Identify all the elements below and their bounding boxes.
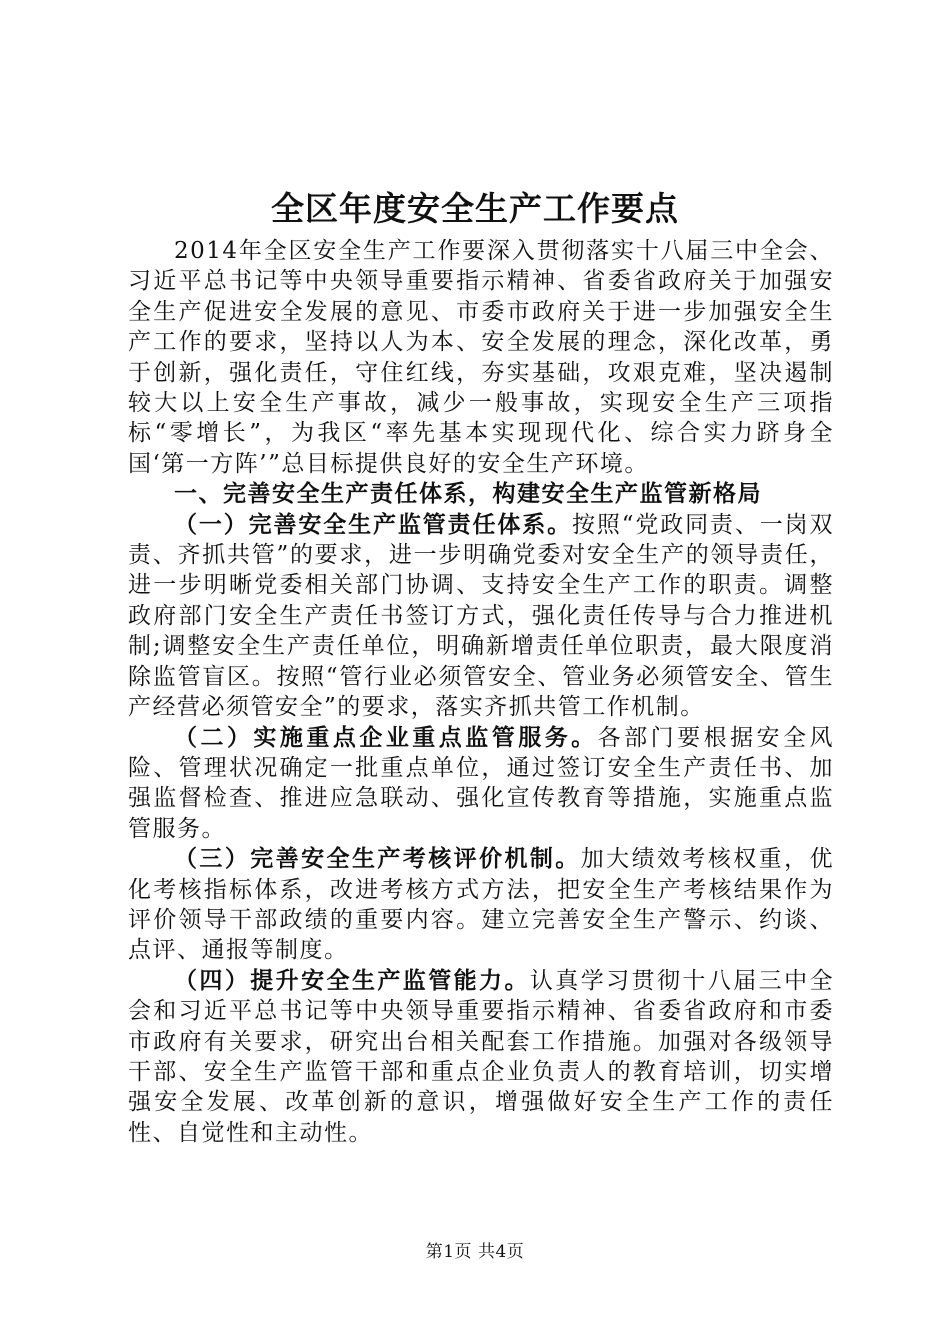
item-heading: （四）提升安全生产监管能力。 (174, 966, 530, 994)
item-heading: （三）完善安全生产考核评价机制。 (174, 845, 581, 873)
item-paragraph (128, 844, 834, 966)
page-number-footer: 第1页 共4页 (425, 1242, 525, 1262)
item-paragraph (128, 510, 834, 723)
item-text: 认真学习贯彻十八届三中全会和习近平总书记等中央领导重要指示精神、省委省政府和市委市政府有关要求，研究出台相关配套工作措施。加强对各级领导干部、安全生产监管干部和重点企业负责人的教育培训，切实增强安全发展、改革创新的意识，增强做好安全生产工作的责任性、自觉性和主动性。 (128, 967, 835, 1146)
item-text: 各部门要根据安全风险、管理状况确定一批重点单位，通过签订安全生产责任书、加强监督检查、推进应急联动、强化宣传教育等措施，实施重点监管服务。 (128, 724, 835, 842)
section-heading: 一、完善安全生产责任体系，构建安全生产监管新格局 (174, 480, 762, 508)
item-text: 加大绩效考核权重，优化考核指标体系，改进考核方式方法，把安全生产考核结果作为评价领导干部政绩的重要内容。建立完善安全生产警示、约谈、点评、通报等制度。 (128, 846, 835, 964)
item-text: 按照“党政同责、一岗双责、齐抓共管”的要求，进一步明确党委对安全生产的领导责任，进一步明晰党委相关部门协调、支持安全生产工作的职责。调整政府部门安全生产责任书签订方式，强化责任传导与合力推进机制;调整安全生产责任单位，明确新增责任单位职责，最大限度消除监管盲区。按照“管行业必须管安全、管业务必须管安全、管生产经营必须管安全”的要求，落实齐抓共管工作机制。 (128, 511, 835, 721)
item-paragraph (128, 723, 834, 845)
item-heading: （二）实施重点企业重点监管服务。 (174, 723, 598, 751)
item-paragraph (128, 966, 834, 1148)
document-title: 全区年度安全生产工作要点 (271, 189, 679, 228)
intro-paragraph: 2014年全区安全生产工作要深入贯彻落实十八届三中全会、习近平总书记等中央领导重要指示精神、省委省政府关于加强安全生产促进安全发展的意见、市委市政府关于进一步加强安全生产工作的要求，坚持以人为本、安全发展的理念，深化改革，勇于创新，强化责任，守住红线，夯实基础，攻艰克难，坚决遏制较大以上安全生产事故，减少一般事故，实现安全生产三项指标“零增长”，为我区“率先基本实现现代化、综合实力跻身全国‘第一方阵’”总目标提供良好的安全生产环境。 (128, 238, 834, 477)
item-heading: （一）完善安全生产监管责任体系。 (174, 510, 572, 538)
document-body (128, 236, 834, 1148)
